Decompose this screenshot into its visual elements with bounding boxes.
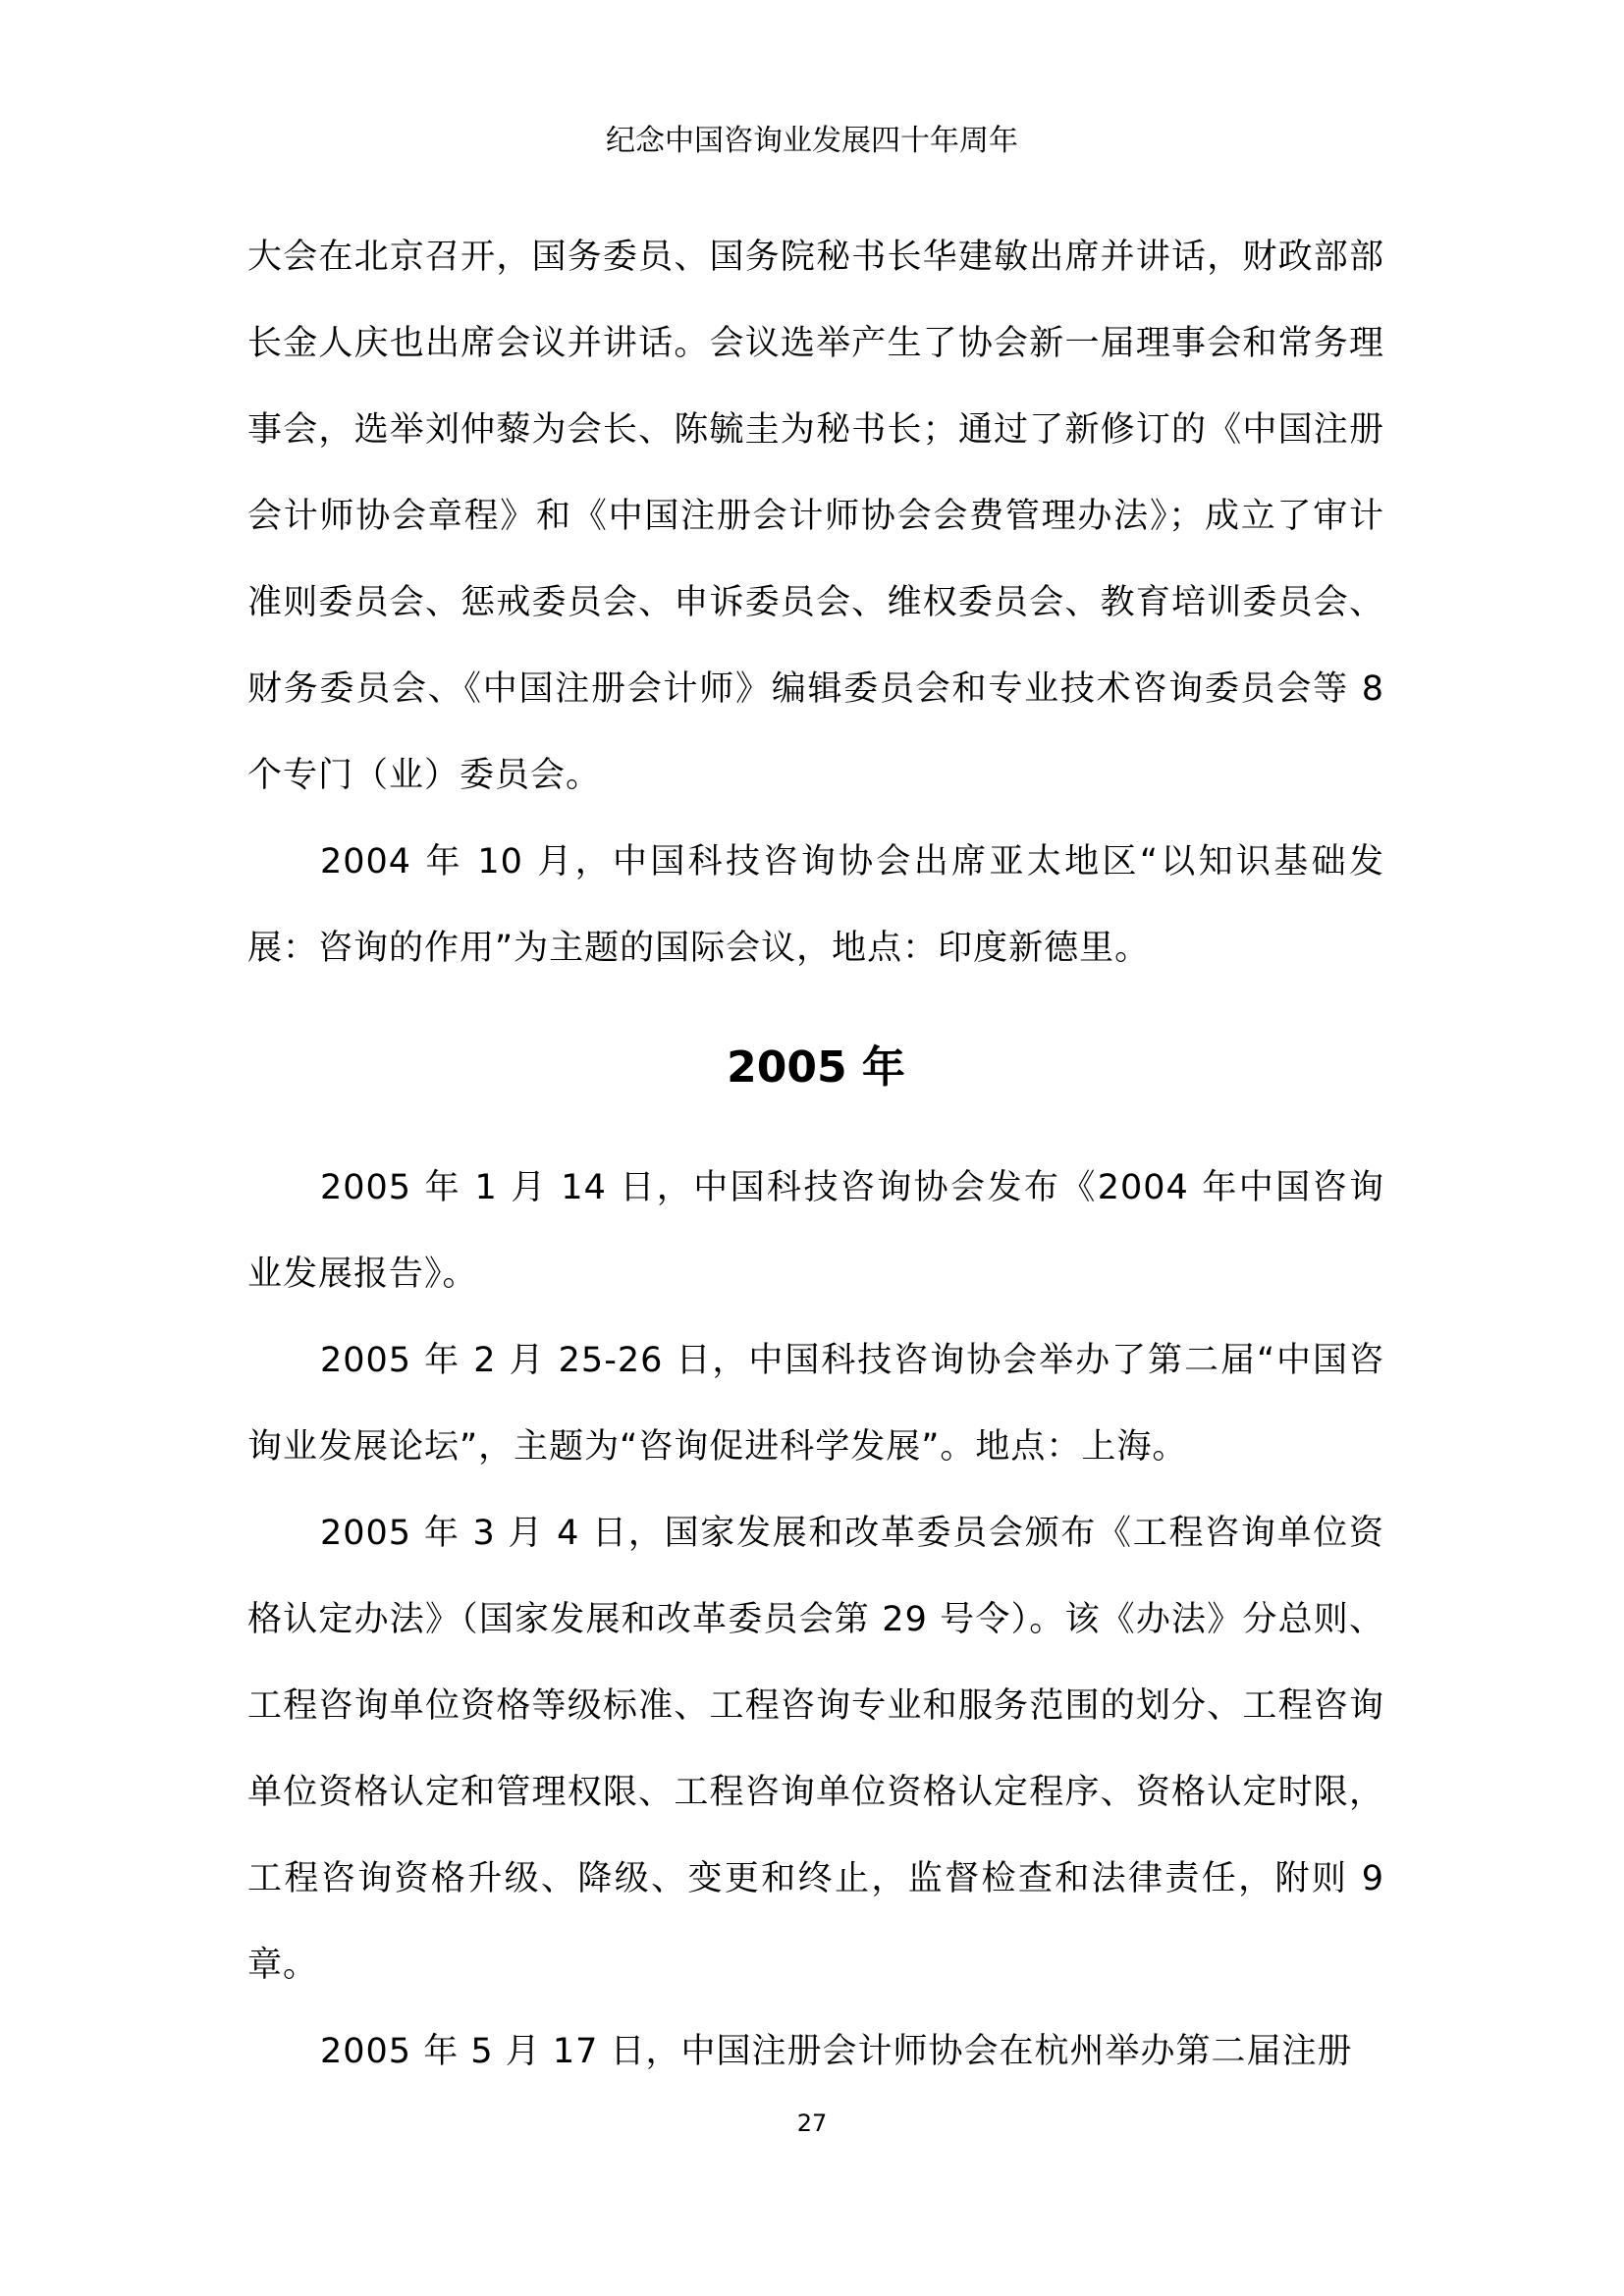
paragraph: 2004 年 10 月，中国科技咨询协会出席亚太地区“以知识基础发展：咨询的作用”为主题的国际会议，地点：印度新德里。: [247, 842, 1384, 968]
paragraph: 2005 年 3 月 4 日，国家发展和改革委员会颁布《工程咨询单位资格认定办法》（国家发展和改革委员会第 29 号令）。该《办法》分总则、工程咨询单位资格等级标准、工程咨询专业和服务范围的划分、工程咨询单位资格认定和管理权限、工程咨询单位资格认定程序、资格认定时限，工程咨询资格升级、降级、变更和终止，监督检查和法律责任，附则 9 章。: [247, 1514, 1384, 1985]
section-heading: 2005 年: [727, 1042, 905, 1093]
running-header: 纪念中国咨询业发展四十年周年: [606, 124, 1018, 158]
paragraph: 2005 年 2 月 25-26 日，中国科技咨询协会举办了第二届“中国咨询业发展论坛”，主题为“咨询促进科学发展”。地点：上海。: [247, 1341, 1384, 1467]
body-text: [247, 214, 1384, 2095]
paragraph: 2005 年 1 月 14 日，中国科技咨询协会发布《2004 年中国咨询业发展报告》。: [247, 1168, 1384, 1294]
page-number: 27: [796, 2109, 828, 2137]
paragraph: 大会在北京召开，国务委员、国务院秘书长华建敏出席并讲话，财政部部长金人庆也出席会议并讲话。会议选举产生了协会新一届理事会和常务理事会，选举刘仲藜为会长、陈毓圭为秘书长；通过了新修订的《中国注册会计师协会章程》和《中国注册会计师协会会费管理办法》；成立了审计准则委员会、惩戒委员会、申诉委员会、维权委员会、教育培训委员会、财务委员会、《中国注册会计师》编辑委员会和专业技术咨询委员会等 8 个专门（业）委员会。: [247, 238, 1384, 795]
paragraph: 2005 年 5 月 17 日，中国注册会计师协会在杭州举办第二届注册: [320, 2032, 1353, 2071]
